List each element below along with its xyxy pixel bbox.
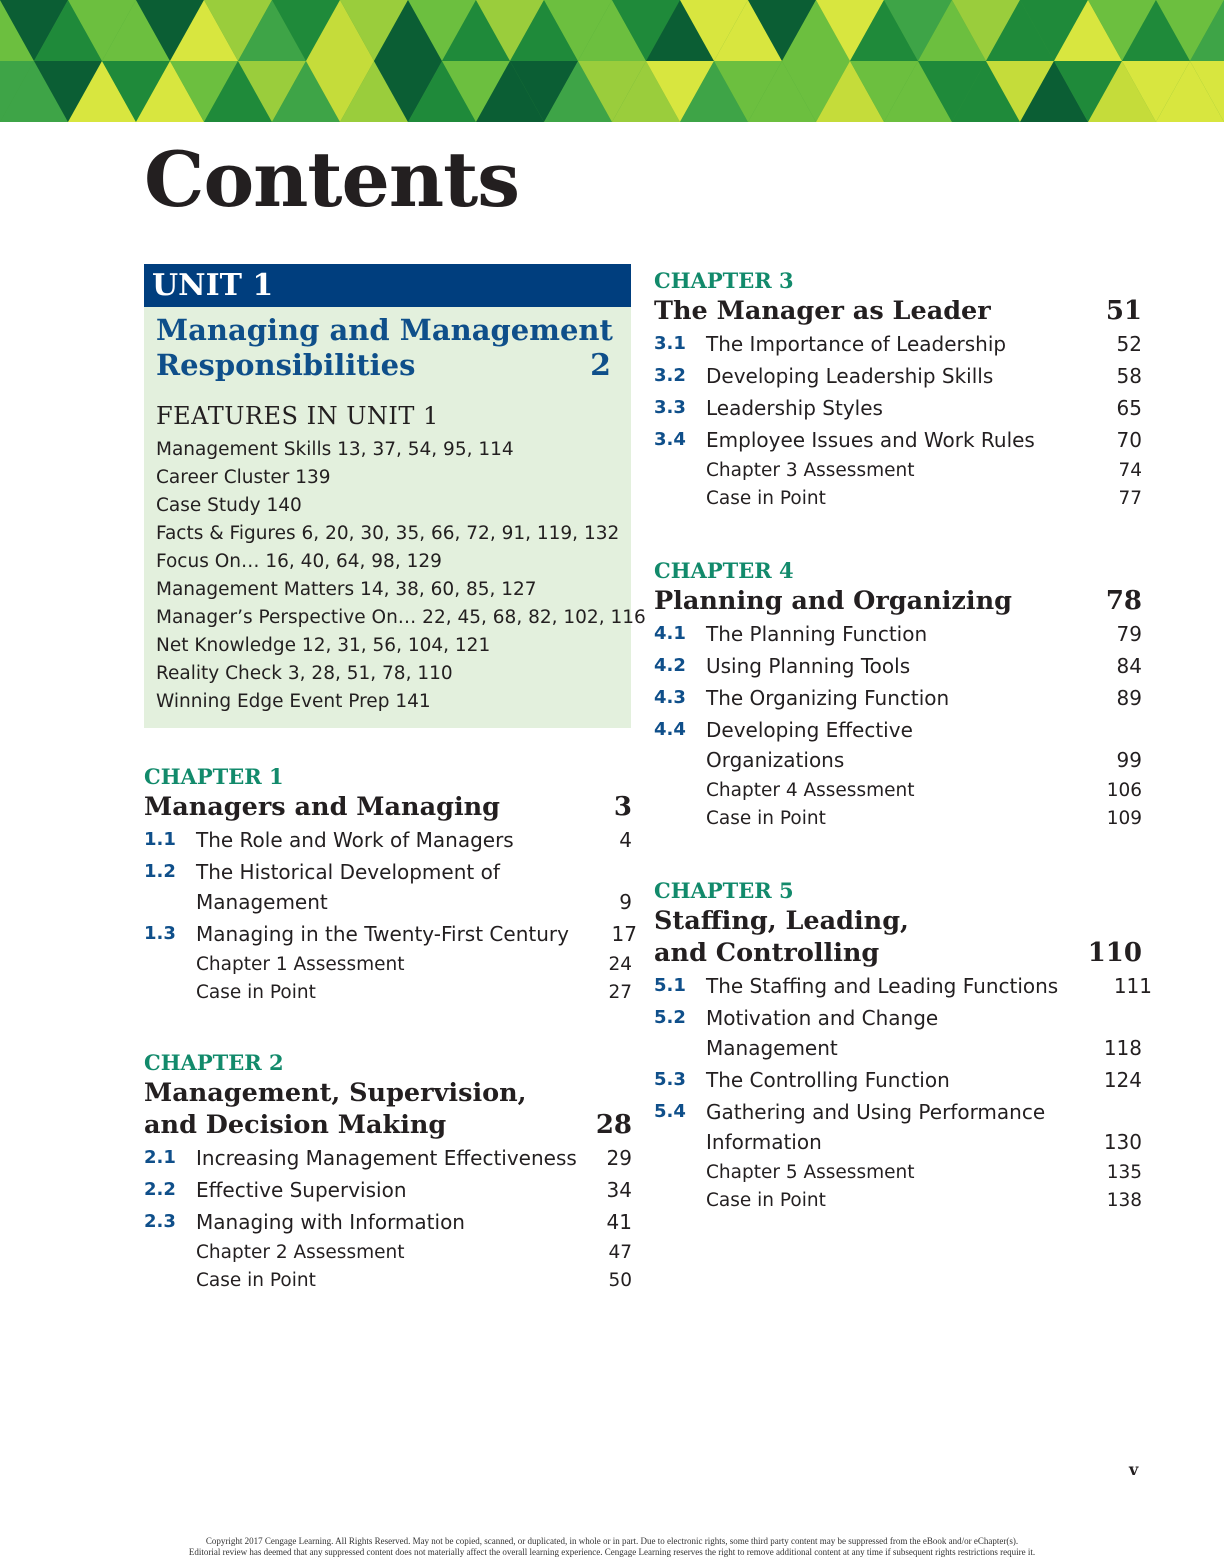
assessment-title: Chapter 2 Assessment bbox=[196, 1242, 405, 1263]
section-number: 2.1 bbox=[144, 1147, 176, 1168]
section-title: Managing in the Twenty-First Century bbox=[196, 922, 569, 946]
unit-box bbox=[144, 264, 646, 728]
chapter-label: CHAPTER 5 bbox=[654, 878, 794, 903]
feature-item: Facts & Figures 6, 20, 30, 35, 66, 72, 91, 119, 132 bbox=[156, 523, 620, 544]
section-entry[interactable] bbox=[654, 393, 1142, 423]
section-page-number: 29 bbox=[606, 1146, 632, 1170]
case-in-point-page-number: 50 bbox=[608, 1270, 632, 1291]
assessment-page-number: 47 bbox=[608, 1242, 632, 1263]
case-in-point-entry[interactable] bbox=[706, 1187, 1142, 1215]
assessment-title: Chapter 4 Assessment bbox=[706, 780, 915, 801]
section-number: 1.3 bbox=[144, 923, 176, 944]
page-title: Contents bbox=[144, 135, 520, 224]
case-in-point-title: Case in Point bbox=[706, 488, 826, 509]
section-page-number: 70 bbox=[1116, 428, 1142, 452]
assessment-entry[interactable] bbox=[706, 777, 1142, 805]
section-number: 2.2 bbox=[144, 1179, 176, 1200]
section-entry[interactable] bbox=[654, 361, 1142, 391]
chapter-label: CHAPTER 4 bbox=[654, 558, 794, 583]
section-title: The Controlling Function bbox=[706, 1068, 950, 1092]
chapter-title-line-2: and Decision Making bbox=[144, 1110, 447, 1140]
chapter-5 bbox=[654, 877, 1152, 1215]
assessment-title: Chapter 3 Assessment bbox=[706, 460, 915, 481]
section-number: 3.4 bbox=[654, 429, 686, 450]
section-entry[interactable] bbox=[654, 651, 1142, 681]
section-number: 5.1 bbox=[654, 975, 686, 996]
section-page-number: 118 bbox=[1103, 1036, 1142, 1060]
section-entry[interactable] bbox=[654, 1065, 1142, 1095]
section-title: Managing with Information bbox=[196, 1210, 465, 1234]
section-page-number: 99 bbox=[1116, 748, 1142, 772]
case-in-point-page-number: 77 bbox=[1118, 488, 1142, 509]
chapter-3 bbox=[654, 267, 1142, 513]
section-entry[interactable] bbox=[144, 1143, 632, 1173]
case-in-point-title: Case in Point bbox=[196, 1270, 316, 1291]
section-entry[interactable] bbox=[654, 971, 1152, 1001]
case-in-point-entry[interactable] bbox=[706, 485, 1142, 513]
chapter-page-number: 110 bbox=[1087, 938, 1142, 968]
chapter-title-row[interactable] bbox=[144, 791, 632, 823]
feature-item: Case Study 140 bbox=[156, 495, 302, 516]
section-title: The Staffing and Leading Functions bbox=[706, 974, 1059, 998]
chapter-4 bbox=[654, 557, 1142, 833]
features-heading: FEATURES IN UNIT 1 bbox=[156, 402, 439, 430]
section-number: 5.2 bbox=[654, 1007, 686, 1028]
section-page-number: 41 bbox=[606, 1210, 632, 1234]
section-number: 5.4 bbox=[654, 1101, 686, 1122]
section-number: 4.3 bbox=[654, 687, 686, 708]
case-in-point-entry[interactable] bbox=[196, 1267, 632, 1295]
case-in-point-title: Case in Point bbox=[196, 982, 316, 1003]
case-in-point-page-number: 109 bbox=[1106, 808, 1142, 829]
case-in-point-page-number: 27 bbox=[608, 982, 632, 1003]
chapter-title-row[interactable] bbox=[144, 1077, 632, 1141]
chapter-title: Managers and Managing bbox=[144, 792, 501, 822]
section-entry[interactable] bbox=[144, 857, 632, 917]
chapter-label: CHAPTER 2 bbox=[144, 1050, 284, 1075]
section-page-number: 111 bbox=[1113, 974, 1152, 998]
case-in-point-title: Case in Point bbox=[706, 808, 826, 829]
section-entry[interactable] bbox=[654, 329, 1142, 359]
assessment-title: Chapter 1 Assessment bbox=[196, 954, 405, 975]
assessment-entry[interactable] bbox=[706, 1159, 1142, 1187]
geometric-banner-pattern bbox=[0, 0, 1224, 122]
section-page-number: 58 bbox=[1116, 364, 1142, 388]
section-entry[interactable] bbox=[654, 619, 1142, 649]
case-in-point-page-number: 138 bbox=[1106, 1190, 1142, 1211]
copyright-line-2: Editorial review has deemed that any suppressed content does not materially affect the overall learning experience. Cengage Learning reserves the right to remove additional content at any time if subsequent rights restrictions require it. bbox=[188, 1547, 1036, 1557]
section-page-number: 124 bbox=[1103, 1068, 1142, 1092]
chapter-extras bbox=[144, 1239, 632, 1295]
chapter-1 bbox=[144, 763, 637, 1007]
section-entry[interactable] bbox=[654, 1003, 1142, 1063]
unit-label: UNIT 1 bbox=[144, 264, 631, 307]
case-in-point-title: Case in Point bbox=[706, 1190, 826, 1211]
section-page-number: 17 bbox=[611, 922, 637, 946]
unit-title[interactable]: Managing and Management Responsibilities bbox=[156, 313, 613, 382]
section-page-number: 9 bbox=[619, 890, 632, 914]
chapter-extras bbox=[654, 1159, 1142, 1215]
section-page-number: 84 bbox=[1116, 654, 1142, 678]
section-number: 3.3 bbox=[654, 397, 686, 418]
section-number: 5.3 bbox=[654, 1069, 686, 1090]
section-title: The Historical Development of Management bbox=[196, 860, 500, 914]
case-in-point-entry[interactable] bbox=[196, 979, 632, 1007]
feature-item: Reality Check 3, 28, 51, 78, 110 bbox=[156, 663, 453, 684]
section-entry[interactable] bbox=[654, 683, 1142, 713]
chapter-extras bbox=[654, 777, 1142, 833]
section-title: The Importance of Leadership bbox=[706, 332, 1007, 356]
chapter-extras bbox=[144, 951, 632, 1007]
section-page-number: 65 bbox=[1116, 396, 1142, 420]
section-title: Employee Issues and Work Rules bbox=[706, 428, 1035, 452]
chapter-title-line-2: and Controlling bbox=[654, 938, 880, 968]
assessment-page-number: 135 bbox=[1106, 1162, 1142, 1183]
section-number: 3.1 bbox=[654, 333, 686, 354]
section-page-number: 79 bbox=[1116, 622, 1142, 646]
section-number: 4.1 bbox=[654, 623, 686, 644]
feature-item: Management Matters 14, 38, 60, 85, 127 bbox=[156, 579, 537, 600]
feature-item: Net Knowledge 12, 31, 56, 104, 121 bbox=[156, 635, 491, 656]
section-number: 4.4 bbox=[654, 719, 686, 740]
section-number: 4.2 bbox=[654, 655, 686, 676]
section-title: Increasing Management Effectiveness bbox=[196, 1146, 577, 1170]
section-title: Leadership Styles bbox=[706, 396, 883, 420]
section-number: 1.1 bbox=[144, 829, 176, 850]
section-page-number: 89 bbox=[1116, 686, 1142, 710]
section-page-number: 130 bbox=[1103, 1130, 1142, 1154]
section-page-number: 52 bbox=[1116, 332, 1142, 356]
feature-item: Winning Edge Event Prep 141 bbox=[156, 691, 431, 712]
feature-item: Career Cluster 139 bbox=[156, 467, 331, 488]
section-page-number: 4 bbox=[619, 828, 632, 852]
section-entry[interactable] bbox=[144, 825, 632, 855]
section-title: The Planning Function bbox=[706, 622, 928, 646]
section-entry[interactable] bbox=[144, 1207, 632, 1237]
section-title: Using Planning Tools bbox=[706, 654, 911, 678]
chapter-label: CHAPTER 3 bbox=[654, 268, 794, 293]
assessment-title: Chapter 5 Assessment bbox=[706, 1162, 915, 1183]
section-title: Gathering and Using Performance Information bbox=[706, 1100, 1046, 1154]
header-banner bbox=[0, 0, 1224, 122]
section-title: Developing Effective Organizations bbox=[706, 718, 913, 772]
section-entry[interactable] bbox=[144, 919, 637, 949]
copyright-notice bbox=[0, 1536, 1224, 1558]
chapter-label: CHAPTER 1 bbox=[144, 764, 284, 789]
section-entry[interactable] bbox=[654, 425, 1142, 455]
section-page-number: 34 bbox=[606, 1178, 632, 1202]
chapter-page-number: 78 bbox=[1105, 586, 1142, 616]
section-entry[interactable] bbox=[144, 1175, 632, 1205]
chapter-title: The Manager as Leader bbox=[654, 296, 991, 326]
section-title: The Organizing Function bbox=[706, 686, 950, 710]
assessment-page-number: 74 bbox=[1118, 460, 1142, 481]
feature-item: Focus On… 16, 40, 64, 98, 129 bbox=[156, 551, 442, 572]
section-entry[interactable] bbox=[654, 715, 1142, 775]
chapter-page-number: 3 bbox=[613, 792, 632, 822]
assessment-entry[interactable] bbox=[706, 457, 1142, 485]
assessment-page-number: 106 bbox=[1106, 780, 1142, 801]
assessment-entry[interactable] bbox=[196, 1239, 632, 1267]
unit-page-number: 2 bbox=[590, 348, 611, 383]
case-in-point-entry[interactable] bbox=[706, 805, 1142, 833]
chapter-page-number: 51 bbox=[1105, 296, 1142, 326]
section-number: 2.3 bbox=[144, 1211, 176, 1232]
feature-item: Manager’s Perspective On… 22, 45, 68, 82, 102, 116 bbox=[156, 607, 646, 628]
chapter-title-row[interactable] bbox=[654, 295, 1142, 327]
chapter-extras bbox=[654, 457, 1142, 513]
section-entry[interactable] bbox=[654, 1097, 1142, 1157]
chapter-title-line-1: Staffing, Leading, bbox=[654, 906, 909, 936]
section-title: Motivation and Change Management bbox=[706, 1006, 939, 1060]
chapter-2 bbox=[144, 1049, 632, 1295]
section-title: Developing Leadership Skills bbox=[706, 364, 994, 388]
assessment-page-number: 24 bbox=[608, 954, 632, 975]
chapter-page-number: 28 bbox=[595, 1110, 632, 1140]
chapter-title-line-1: Management, Supervision, bbox=[144, 1078, 527, 1108]
chapter-title-row[interactable] bbox=[654, 585, 1142, 617]
copyright-line-1: Copyright 2017 Cengage Learning. All Rights Reserved. May not be copied, scanned, or duplicated, in whole or in part. Due to electronic rights, some third party content may be suppressed from the eBook and/or eChapter(s). bbox=[205, 1536, 1019, 1546]
section-number: 1.2 bbox=[144, 861, 176, 882]
assessment-entry[interactable] bbox=[196, 951, 632, 979]
section-number: 3.2 bbox=[654, 365, 686, 386]
feature-item: Management Skills 13, 37, 54, 95, 114 bbox=[156, 439, 514, 460]
page-number: v bbox=[1129, 1460, 1139, 1479]
chapter-title-row[interactable] bbox=[654, 905, 1142, 969]
section-title: The Role and Work of Managers bbox=[196, 828, 514, 852]
features-list bbox=[156, 436, 646, 716]
chapter-title: Planning and Organizing bbox=[654, 586, 1012, 616]
section-title: Effective Supervision bbox=[196, 1178, 407, 1202]
